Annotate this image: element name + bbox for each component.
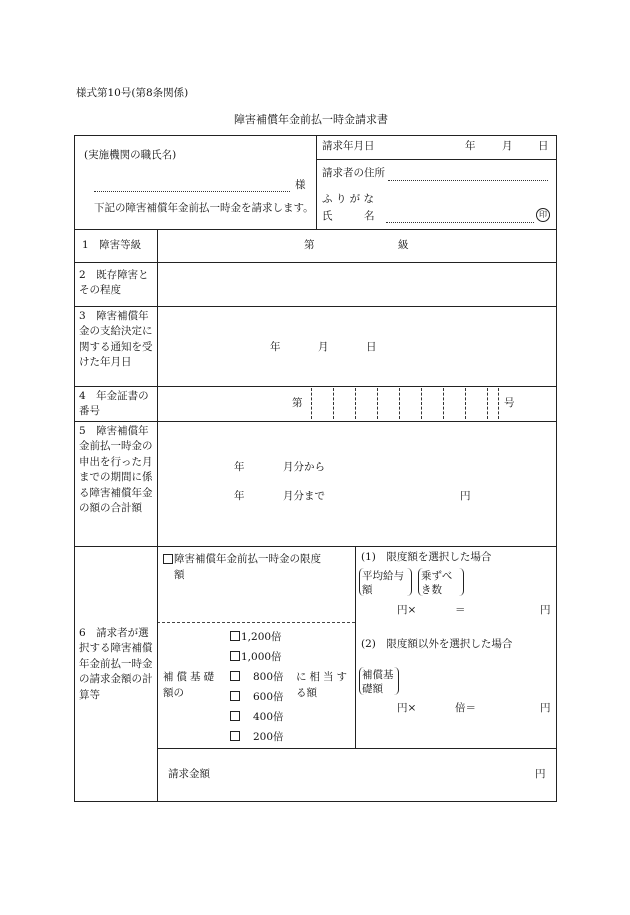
row5-to-month: 月分まで (283, 490, 325, 502)
row5-label: 5 障害補償年金前払一時金の申出を行った月までの期間に係る障害補償年金の額の合計額 (79, 425, 153, 515)
request-date-label: 請求年月日 (322, 140, 375, 152)
row2-label: 2 既存障害とその程度 (79, 269, 149, 297)
row6-label: 6 請求者が選択する障害補償年金前払一時金の請求金額の計算等 (79, 627, 153, 701)
claim-amount-label: 請求金額 (168, 768, 210, 780)
row3-month: 月 (318, 341, 329, 353)
row5-yen: 円 (460, 490, 471, 502)
case1-title: (1) 限度額を選択した場合 (361, 551, 492, 563)
multiplier-label: 800倍 (253, 671, 284, 683)
case2-title: (2) 限度額以外を選択した場合 (361, 638, 513, 650)
base-amount-label: 補償基礎 (163, 671, 217, 683)
row1-dai: 第 (304, 239, 315, 251)
claim-amount-yen: 円 (535, 768, 546, 780)
case2-base: 補償基礎額 (362, 669, 394, 695)
row3-year: 年 (270, 341, 281, 353)
multiplier-option-1200[interactable] (230, 631, 282, 643)
row4-go: 号 (504, 397, 515, 409)
limit-option-text-2: 額 (174, 569, 185, 581)
case2-yen-times: 円× (397, 702, 417, 714)
multiplier-option-600[interactable] (230, 691, 284, 703)
agency-name-field[interactable] (94, 191, 290, 192)
row5-from-year: 年 (234, 461, 245, 473)
multiplier-label: 400倍 (253, 711, 284, 723)
base-amount-label-2: 額の (163, 687, 184, 699)
row1-kyu: 級 (398, 239, 409, 251)
case2-result-yen: 円 (540, 702, 551, 714)
row3-day: 日 (366, 341, 377, 353)
equivalent-label-2: る額 (296, 687, 317, 699)
furigana-label: ふ り が な (322, 193, 375, 205)
seal-mark: 印 (536, 208, 550, 222)
address-label: 請求者の住所 (322, 167, 385, 179)
multiplier-option-800[interactable] (230, 671, 284, 683)
honorific: 様 (295, 179, 306, 191)
limit-option-checkbox[interactable] (163, 554, 174, 566)
row5-from-month: 月分から (283, 461, 325, 473)
equivalent-label: に相当す (296, 671, 350, 683)
row1-label: 1 障害等級 (82, 239, 142, 251)
request-sentence: 下記の障害補償年金前払一時金を請求します。 (94, 202, 314, 214)
multiplier-label: 1,200倍 (241, 631, 282, 643)
name-field[interactable] (386, 222, 534, 223)
case2-times: 倍＝ (455, 702, 476, 714)
multiplier-label: 1,000倍 (241, 651, 282, 663)
multiplier-option-200[interactable] (230, 731, 284, 743)
case1-avg-wage: 平均給与額 (362, 570, 404, 596)
agency-label: (実施機関の職氏名) (84, 149, 177, 161)
limit-option-text: 障害補償年金前払一時金の限度 (174, 553, 321, 565)
multiplier-option-400[interactable] (230, 711, 284, 723)
request-date-day: 日 (538, 140, 549, 152)
row4-dai: 第 (292, 397, 303, 409)
row5-to-year: 年 (234, 490, 245, 502)
request-date-year: 年 (465, 140, 476, 152)
case1-yen-times: 円× (397, 604, 417, 616)
multiplier-label: 200倍 (253, 731, 284, 743)
form-number: 様式第10号(第8条関係) (76, 87, 189, 99)
multiplier-label: 600倍 (253, 691, 284, 703)
row4-label: 4 年金証書の番号 (79, 390, 149, 418)
multiplier-option-1000[interactable] (230, 651, 282, 663)
case1-power: 乗ずべき数 (421, 570, 453, 596)
request-date-month: 月 (502, 140, 513, 152)
address-field[interactable] (388, 180, 548, 181)
row3-label: 3 障害補償年金の支給決定に関する通知を受けた年月日 (79, 310, 153, 369)
form-title: 障害補償年金前払一時金請求書 (234, 113, 388, 126)
name-label: 氏 名 (322, 210, 375, 222)
case1-equals: ＝ (455, 604, 466, 616)
case1-result-yen: 円 (540, 604, 551, 616)
